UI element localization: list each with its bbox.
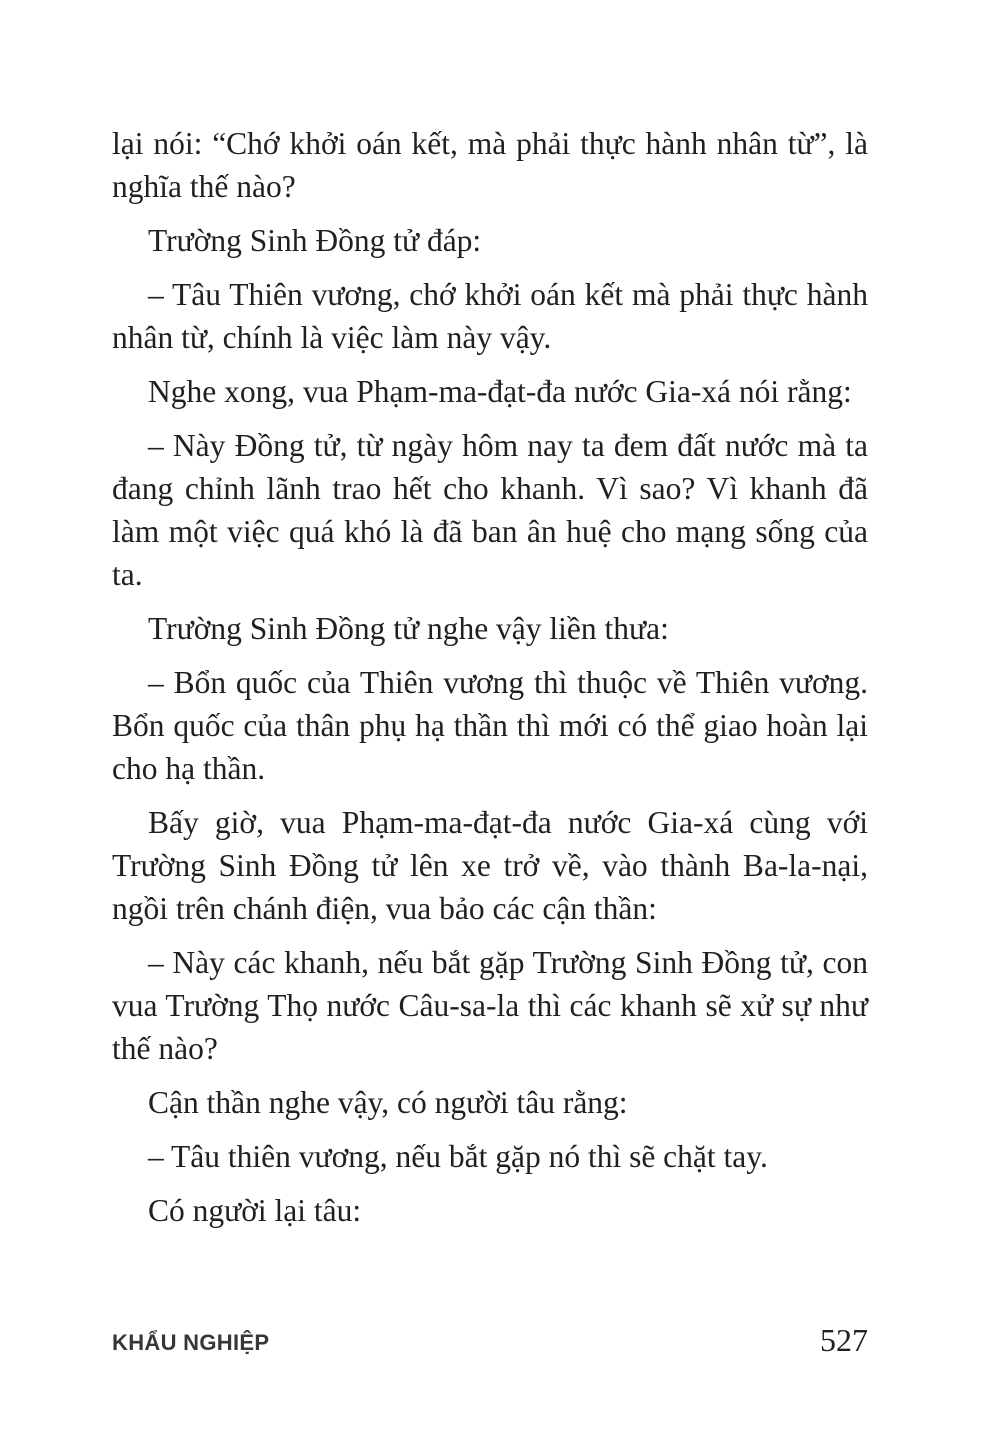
page-footer [112,1322,868,1372]
paragraph: Có người lại tâu: [148,1193,362,1228]
paragraph: Nghe xong, vua Phạm-ma-đạt-đa nước Gia-xá nói rằng: [148,374,852,409]
paragraph: Bấy giờ, vua Phạm-ma-đạt-đa nước Gia-xá cùng với Trường Sinh Đồng tử lên xe trở về, vào thành Ba-la-nại, ngồi trên chánh điện, vua bảo các cận thần: [112,805,868,926]
paragraph: lại nói: “Chớ khởi oán kết, mà phải thực hành nhân từ”, là nghĩa thế nào? [112,126,868,204]
paragraph: Cận thần nghe vậy, có người tâu rằng: [148,1085,628,1120]
paragraph: Trường Sinh Đồng tử nghe vậy liền thưa: [148,611,669,646]
paragraph: Trường Sinh Đồng tử đáp: [148,223,482,258]
paragraph: – Tâu thiên vương, nếu bắt gặp nó thì sẽ chặt tay. [148,1139,768,1174]
page-number: 527 [820,1322,868,1358]
paragraph: – Này các khanh, nếu bắt gặp Trường Sinh Đồng tử, con vua Trường Thọ nước Câu-sa-la thì các khanh sẽ xử sự như thế nào? [112,945,868,1066]
paragraph: – Bổn quốc của Thiên vương thì thuộc về Thiên vương. Bổn quốc của thân phụ hạ thần thì mới có thể giao hoàn lại cho hạ thần. [112,665,868,786]
paragraph: – Này Đồng tử, từ ngày hôm nay ta đem đất nước mà ta đang chỉnh lãnh trao hết cho khanh. Vì sao? Vì khanh đã làm một việc quá khó là đã ban ân huệ cho mạng sống của ta. [112,428,868,592]
running-title: KHẨU NGHIỆP [112,1330,270,1355]
paragraph: – Tâu Thiên vương, chớ khởi oán kết mà phải thực hành nhân từ, chính là việc làm này vậy. [112,277,868,355]
body-text [112,122,868,1243]
